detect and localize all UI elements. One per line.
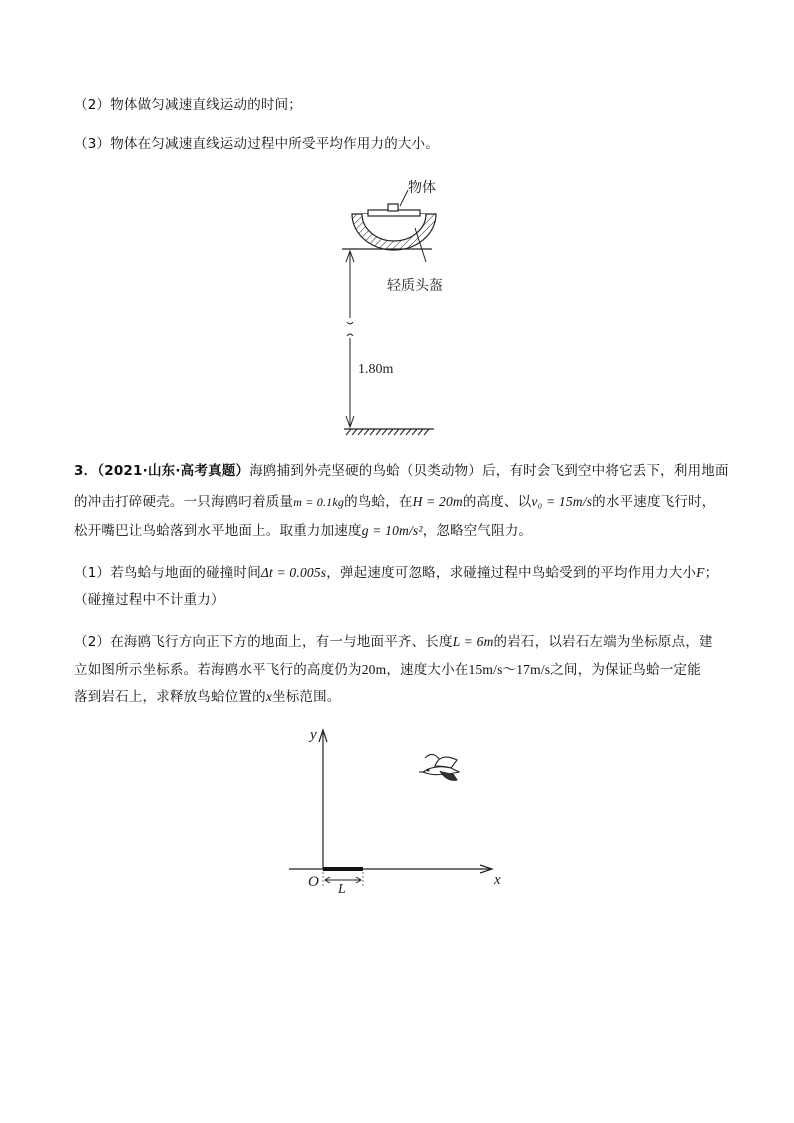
q3-stem-text2a: 的冲击打碎硬壳。一只海鸥叼着质量 <box>74 494 294 510</box>
label-object: 物体 <box>408 180 436 196</box>
object-top <box>388 204 398 211</box>
q3-part2-text-b: 的岩石，以岩石左端为坐标原点，建 <box>493 634 713 650</box>
flight-height-value: 20m <box>361 662 387 677</box>
q3-part2-text-d: ，速度大小在 <box>386 662 469 678</box>
y-axis-label: y <box>310 727 317 743</box>
q3-stem-text2d: 的水平速度飞行时， <box>592 494 716 510</box>
seagull-icon <box>419 754 459 780</box>
q3-part2-text-c: 立如图所示坐标系。若海鸥水平飞行的高度仍为 <box>74 662 362 678</box>
q3-part2-text-a: （2）在海鸥飞行方向正下方的地面上，有一与地面平齐、长度 <box>74 634 453 650</box>
q3-part1-text-c: ； <box>704 565 719 581</box>
q3-number: 3． <box>74 463 98 479</box>
q2-part3: （3）物体在匀减速直线运动过程中所受平均作用力的大小。 <box>74 136 439 152</box>
q3-part2-line2 <box>74 661 701 679</box>
q2-part2: （2）物体做匀减速直线运动的时间； <box>74 97 302 113</box>
break-mark-lower <box>347 334 353 336</box>
height-label: 1.80m <box>358 362 394 377</box>
mass-value: m = 0.1kg <box>293 495 345 509</box>
coordinate-figure <box>285 722 515 898</box>
origin-label: O <box>308 874 319 890</box>
L-label: L <box>338 882 346 897</box>
q3-stem-line3 <box>74 522 532 540</box>
q3-stem-text2b: 的鸟蛤，在 <box>344 494 413 510</box>
q3-part2-text-f: 落到岩石上，求释放鸟蛤位置的 <box>74 689 266 705</box>
q3-source: （2021·山东·高考真题） <box>97 463 250 479</box>
force-symbol: F <box>696 565 705 580</box>
break-mark-upper <box>347 322 353 324</box>
helmet-figure <box>330 170 460 440</box>
rock-length-value: L = 6m <box>452 634 494 649</box>
q3-part1-text-a: （1）若鸟蛤与地面的碰撞时间 <box>74 565 261 581</box>
q3-part1-line1 <box>74 564 718 582</box>
gravity-value: g = 10m/s² <box>361 523 423 538</box>
q3-part2-line1 <box>74 633 713 651</box>
q3-stem-line2 <box>74 493 715 511</box>
q3-part2-text-e: 之间，为保证鸟蛤一定能 <box>550 662 701 678</box>
q3-stem-text3b: ，忽略空气阻力。 <box>422 523 533 539</box>
q3-part1-text-b: ，弹起速度可忽略，求碰撞过程中鸟蛤受到的平均作用力大小 <box>326 565 697 581</box>
q3-part2-text-g: 坐标范围。 <box>272 689 341 705</box>
x-symbol: x <box>265 689 273 704</box>
q3-stem-text1: 海鸥捕到外壳坚硬的鸟蛤（贝类动物）后，有时会飞到空中将它丢下，利用地面 <box>249 463 729 479</box>
q3-stem-text3a: 松开嘴巴让鸟蛤落到水平地面上。取重力加速度 <box>74 523 362 539</box>
velocity-value: v₀ = 15m/s <box>531 494 593 509</box>
q3-part2-line3 <box>74 688 341 706</box>
height-value: H = 20m <box>412 494 463 509</box>
label-helmet: 轻质头盔 <box>387 278 443 294</box>
q3-stem-text2c: 的高度、以 <box>462 494 532 510</box>
object-leader <box>400 190 408 206</box>
rock <box>323 867 363 871</box>
collision-time-value: Δt = 0.005s <box>260 565 327 580</box>
ground-hatch <box>346 429 429 435</box>
x-axis-label: x <box>494 872 501 888</box>
q3-part1-line2: （碰撞过程中不计重力） <box>74 592 225 608</box>
speed-range-value: 15m/s～17m/s <box>468 662 551 677</box>
q3-stem-line1 <box>74 462 729 480</box>
